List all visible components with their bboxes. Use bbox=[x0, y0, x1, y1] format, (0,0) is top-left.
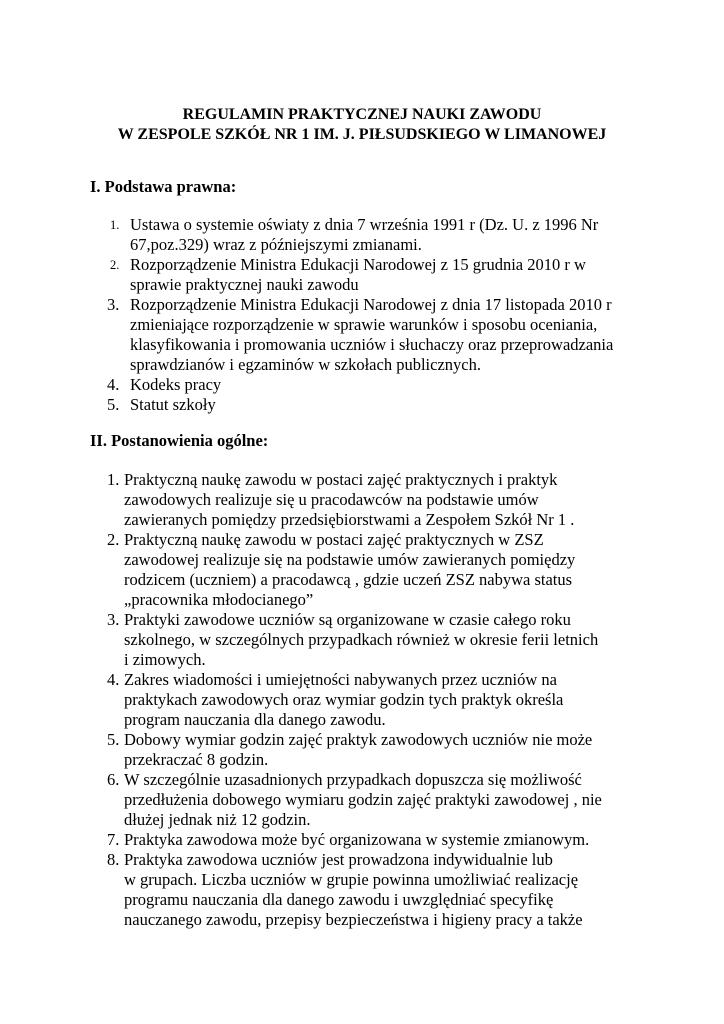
list-item-line: 67,poz.329) wraz z późniejszymi zmianami. bbox=[130, 235, 422, 254]
legal-basis-list bbox=[90, 215, 650, 415]
list-item-line: w grupach. Liczba uczniów w grupie powinna umożliwiać realizację bbox=[124, 870, 579, 889]
list-item-number: 3. bbox=[107, 610, 120, 629]
list-item bbox=[90, 730, 650, 770]
list-item-number: 4. bbox=[107, 670, 120, 689]
list-item-number: 2. bbox=[107, 530, 120, 549]
list-item-line: „pracownika młodocianego” bbox=[124, 590, 314, 609]
list-item-line: Dobowy wymiar godzin zajęć praktyk zawodowych uczniów nie może bbox=[124, 730, 593, 749]
document-title-line-2: W ZESPOLE SZKÓŁ NR 1 IM. J. PIŁSUDSKIEGO W LIMANOWEJ bbox=[117, 126, 607, 143]
list-item bbox=[90, 530, 650, 610]
list-item-line: program nauczania dla danego zawodu. bbox=[124, 710, 386, 729]
list-item-line: nauczanego zawodu, przepisy bezpieczeństwa i higieny pracy a także bbox=[124, 910, 583, 929]
list-item bbox=[90, 770, 650, 830]
list-item bbox=[90, 255, 650, 295]
list-item bbox=[90, 470, 650, 530]
list-item-line: zawodowej realizuje się na podstawie umów zawieranych pomiędzy bbox=[124, 550, 576, 569]
list-item-number: 2. bbox=[110, 258, 120, 272]
list-item-line: sprawdzianów i egzaminów w szkołach publicznych. bbox=[130, 355, 481, 374]
list-item bbox=[90, 215, 650, 255]
list-item-line: i zimowych. bbox=[124, 650, 206, 669]
list-item-number: 1. bbox=[107, 470, 120, 489]
section-heading-legal-basis: I. Podstawa prawna: bbox=[90, 177, 237, 196]
list-item-number: 1. bbox=[110, 218, 120, 232]
list-item-line: praktykach zawodowych oraz wymiar godzin tych praktyk określa bbox=[124, 690, 564, 709]
list-item-line: dłużej jednak niż 12 godzin. bbox=[124, 810, 311, 829]
list-item-line: przedłużenia dobowego wymiaru godzin zajęć praktyki zawodowej , nie bbox=[124, 790, 602, 809]
list-item-line: sprawie praktycznej nauki zawodu bbox=[130, 275, 359, 294]
section-heading-general-provisions: II. Postanowienia ogólne: bbox=[90, 431, 269, 450]
list-item-line: Kodeks pracy bbox=[130, 375, 222, 394]
list-item-number: 5. bbox=[107, 730, 120, 749]
list-item-line: Statut szkoły bbox=[130, 395, 216, 414]
list-item-number: 3. bbox=[107, 295, 120, 314]
list-item-number: 5. bbox=[107, 395, 120, 414]
list-item-number: 8. bbox=[107, 850, 120, 869]
list-item-line: zawieranych pomiędzy przedsiębiorstwami a Zespołem Szkół Nr 1 . bbox=[124, 510, 575, 529]
list-item-line: zawodowych realizuje się u pracodawców na podstawie umów bbox=[124, 490, 539, 509]
list-item-line: W szczególnie uzasadnionych przypadkach dopuszcza się możliwość bbox=[124, 770, 582, 789]
list-item-line: Praktyka zawodowa może być organizowana w systemie zmianowym. bbox=[124, 830, 590, 849]
list-item-line: Zakres wiadomości i umiejętności nabywanych przez uczniów na bbox=[124, 670, 557, 689]
list-item-line: Rozporządzenie Ministra Edukacji Narodowej z dnia 17 listopada 2010 r bbox=[130, 295, 612, 314]
list-item bbox=[90, 830, 650, 850]
list-item-number: 6. bbox=[107, 770, 120, 789]
list-item-line: przekraczać 8 godzin. bbox=[124, 750, 269, 769]
list-item bbox=[90, 295, 650, 375]
list-item-line: Praktyczną naukę zawodu w postaci zajęć praktycznych i praktyk bbox=[124, 470, 558, 489]
list-item-line: programu nauczania dla danego zawodu i uwzględniać specyfikę bbox=[124, 890, 554, 909]
list-item-line: Praktyki zawodowe uczniów są organizowane w czasie całego roku bbox=[124, 610, 571, 629]
list-item-number: 4. bbox=[107, 375, 120, 394]
list-item-line: Rozporządzenie Ministra Edukacji Narodowej z 15 grudnia 2010 r w bbox=[130, 255, 586, 274]
list-item bbox=[90, 375, 650, 395]
list-item-line: rodzicem (uczniem) a pracodawcą , gdzie uczeń ZSZ nabywa status bbox=[124, 570, 573, 589]
list-item bbox=[90, 850, 650, 930]
list-item-line: zmieniające rozporządzenie w sprawie warunków i sposobu oceniania, bbox=[130, 315, 598, 334]
list-item-line: szkolnego, w szczególnych przypadkach również w okresie ferii letnich bbox=[124, 630, 599, 649]
list-item-line: Praktyczną naukę zawodu w postaci zajęć praktycznych w ZSZ bbox=[124, 530, 544, 549]
list-item-line: Ustawa o systemie oświaty z dnia 7 września 1991 r (Dz. U. z 1996 Nr bbox=[130, 215, 599, 234]
list-item bbox=[90, 670, 650, 730]
general-provisions-list bbox=[90, 470, 650, 930]
list-item-number: 7. bbox=[107, 830, 120, 849]
list-item bbox=[90, 610, 650, 670]
list-item-line: Praktyka zawodowa uczniów jest prowadzona indywidualnie lub bbox=[124, 850, 553, 869]
list-item bbox=[90, 395, 650, 415]
list-item-line: klasyfikowania i promowania uczniów i słuchaczy oraz przeprowadzania bbox=[130, 335, 614, 354]
document-title-line-1: REGULAMIN PRAKTYCZNEJ NAUKI ZAWODU bbox=[182, 106, 542, 123]
